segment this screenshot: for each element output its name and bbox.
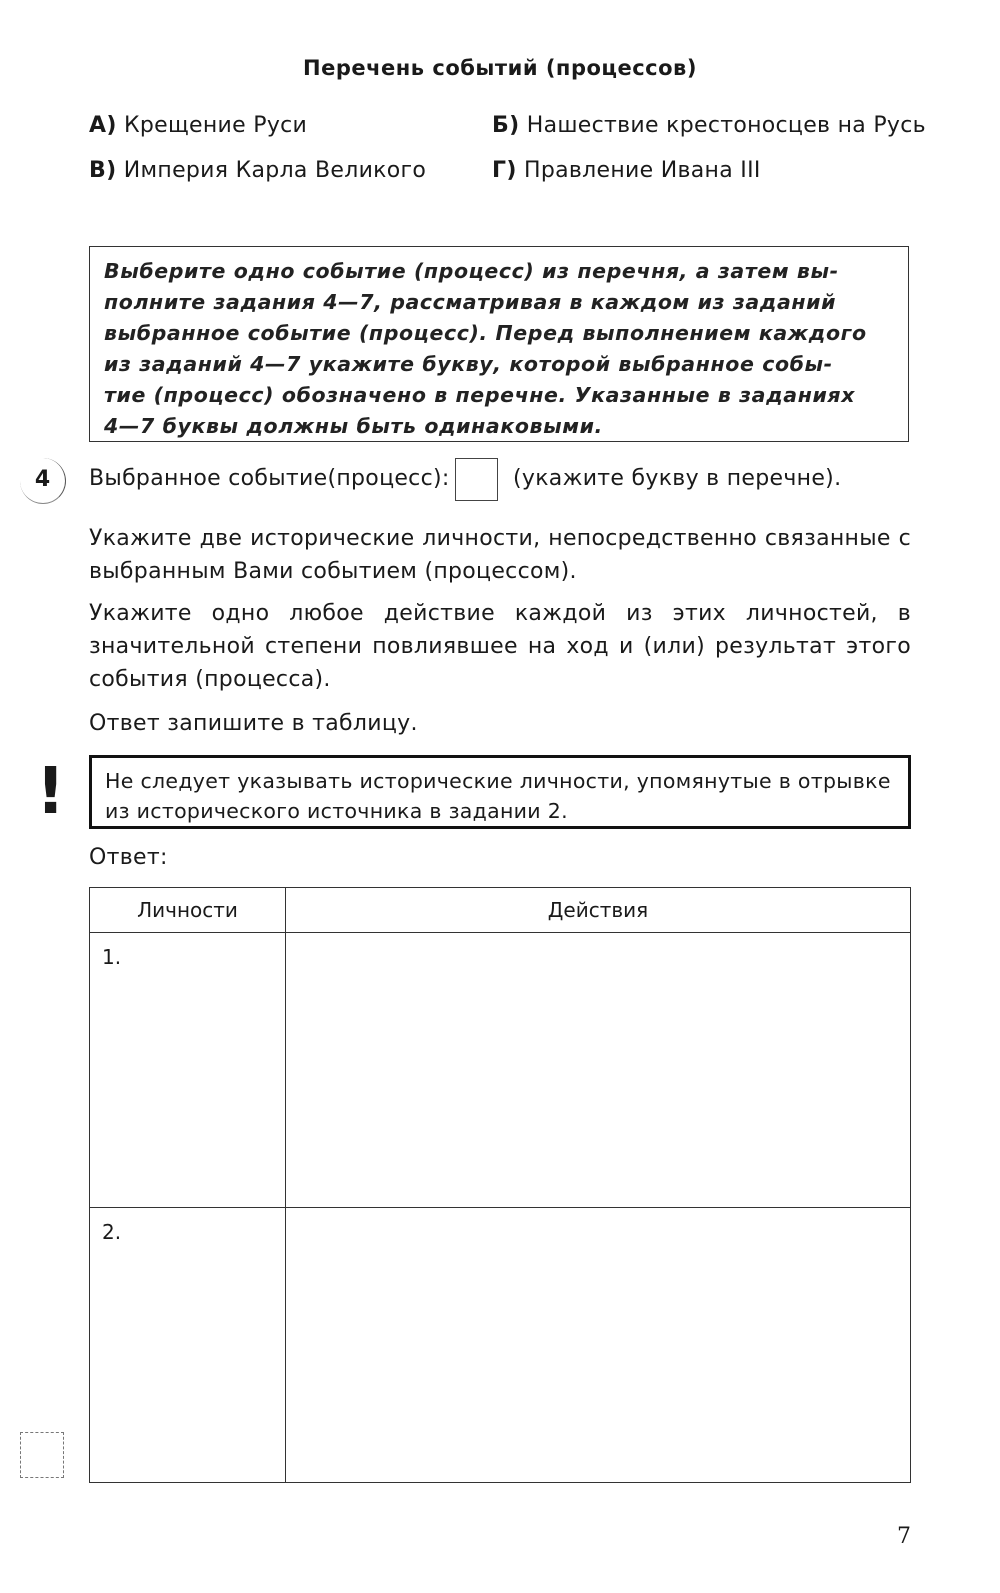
page-number: 7 [897,1524,911,1549]
event-item-v [89,158,426,183]
event-text: Правление Ивана III [523,158,761,183]
section-title: Перечень событий (процессов) [303,56,697,80]
task-paragraph-1: Укажите две исторические личности, непосредственно связанные с выбранным Вами событием (процессом). [89,526,911,584]
answer-label: Ответ: [89,845,168,870]
event-letter: А) [89,113,117,138]
instruction-line: выбранное событие (процесс). Перед выполнением каждого [104,321,867,345]
instruction-box [89,246,909,442]
person-cell[interactable]: 1. [90,933,286,1208]
event-letter: Г) [492,158,517,183]
chosen-event-hint: (укажите букву в перечне). [513,466,842,491]
score-box[interactable] [20,1432,64,1478]
instruction-line: из заданий 4—7 укажите букву, которой выбранное собы- [104,352,833,376]
person-cell[interactable]: 2. [90,1208,286,1483]
event-text: Крещение Руси [123,113,308,138]
event-letter: Б) [492,113,520,138]
chosen-letter-box[interactable] [455,458,498,501]
table-header-row [90,888,911,933]
task-paragraph-2: Укажите одно любое действие каждой из этих личностей, в значительной степени повлиявшее на ход и (или) результат этого события (процесса). [89,601,911,692]
answer-table [89,887,911,1483]
task-paragraph-3: Ответ запишите в таблицу. [89,711,418,736]
task-number-badge: 4 [20,458,66,504]
event-item-a [89,113,307,138]
instruction-line: тие (процесс) обозначено в перечне. Указанные в заданиях [104,383,856,407]
table-row [90,933,911,1208]
warning-exclamation-icon: ! [36,755,66,829]
table-row [90,1208,911,1483]
instruction-line: Выберите одно событие (процесс) из перечня, а затем вы- [104,259,839,283]
header-actions: Действия [286,888,911,933]
chosen-event-label: Выбранное событие(процесс): [89,466,450,491]
event-letter: В) [89,158,117,183]
header-persons: Личности [90,888,286,933]
warning-note: Не следует указывать исторические личности, упомянутые в отрывке из исторического источника в задании 2. [89,755,911,829]
event-item-b [492,113,926,138]
event-text: Нашествие крестоносцев на Русь [526,113,926,138]
action-cell[interactable] [286,1208,911,1483]
instruction-line: полните задания 4—7, рассматривая в каждом из заданий [104,290,837,314]
instruction-line: 4—7 буквы должны быть одинаковыми. [104,414,603,438]
action-cell[interactable] [286,933,911,1208]
event-text: Империя Карла Великого [123,158,427,183]
event-item-g [492,158,761,183]
